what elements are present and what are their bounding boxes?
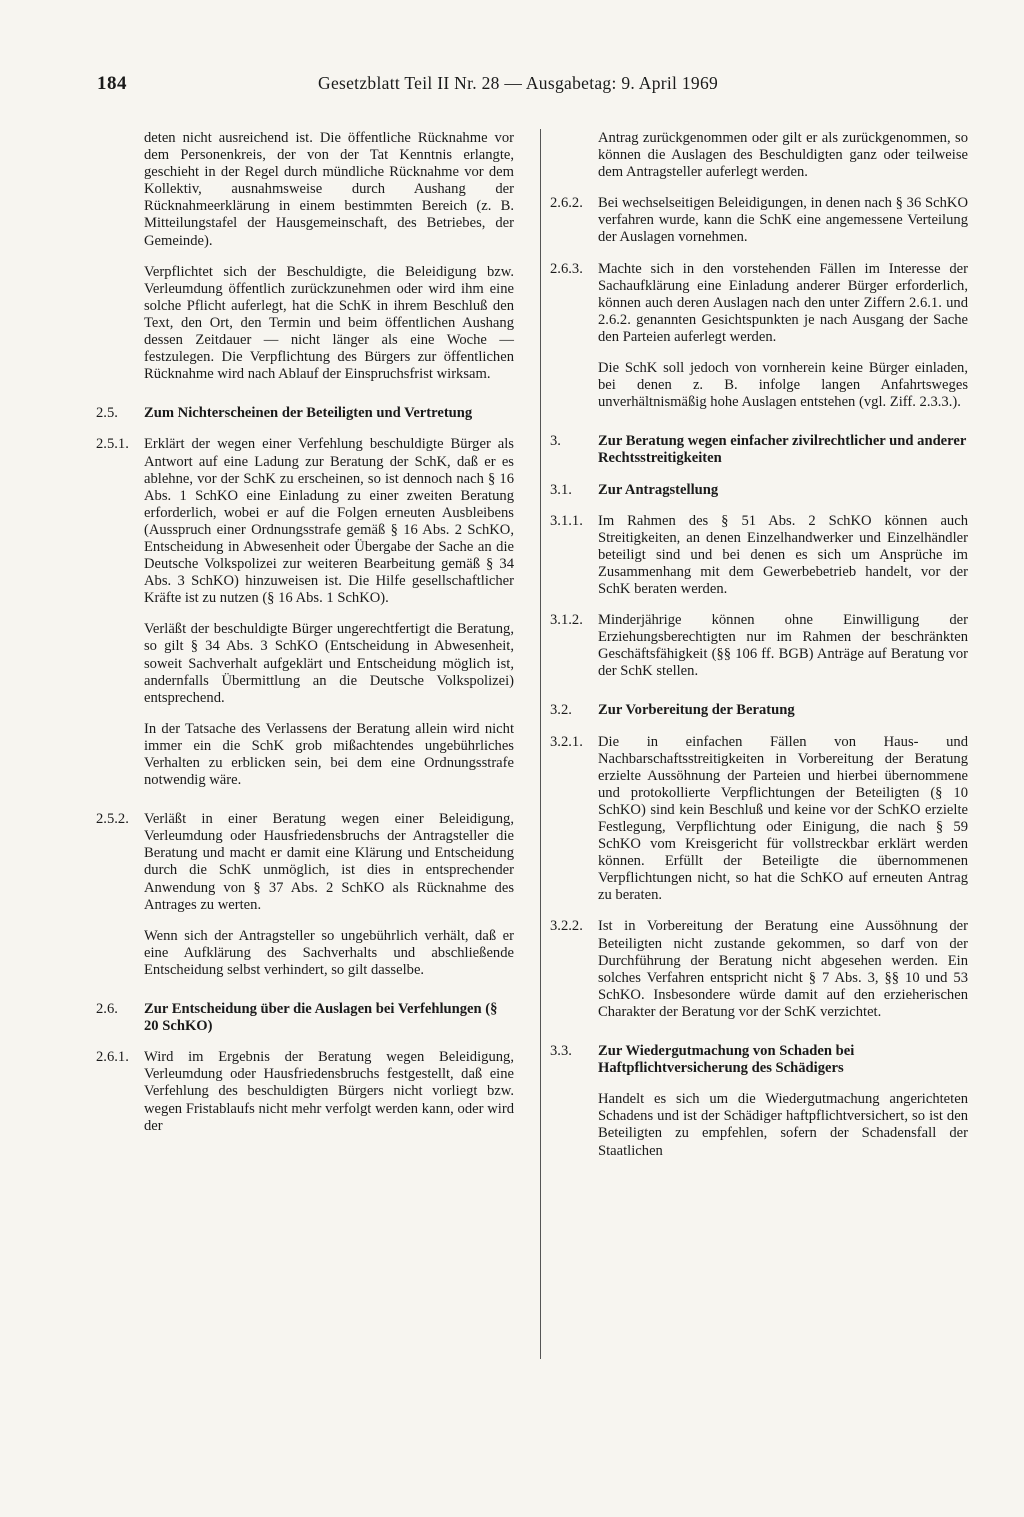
section-heading-3: [550, 433, 968, 467]
section-3-3-body: [550, 1091, 968, 1159]
section-3-2-1: [550, 734, 968, 905]
section-number: 3.1.2.: [550, 612, 583, 629]
paragraph: Machte sich in den vorstehenden Fällen im Interesse der Sachaufklärung eine Einladung anderer Bürger erforderlich, können auch deren Auslagen nach den unter Ziffern 2.6.1. und 2.6.2. genannten Gesichtspunkten je nach Ausgang der Sache den Parteien auferlegt werden.: [598, 260, 968, 345]
paragraph: Handelt es sich um die Wiedergutmachung angerichteten Schadens und ist der Schädiger haftpflichtversichert, so ist den Beteiligten zu empfehlen, sofern der Schadensfall der Staatlichen: [598, 1091, 968, 1159]
section-heading-3-3: [550, 1043, 968, 1077]
section-title: Zur Wiedergutmachung von Schaden bei Haftpflichtversicherung des Schädigers: [598, 1043, 855, 1077]
paragraph: Verläßt in einer Beratung wegen einer Beleidigung, Verleumdung oder Hausfriedensbruchs der Antragsteller die Beratung und macht er damit eine Klärung und Entscheidung durch die SchK unmöglich, ist dies in entsprechender Anwendung von § 37 Abs. 2 SchKO als Rücknahme des Antrages zu werten.: [144, 811, 514, 913]
section-number: 3.3.: [550, 1043, 572, 1060]
section-title: Zur Antragstellung: [598, 481, 719, 498]
section-number: 3.2.: [550, 702, 572, 719]
page-number: 184: [97, 73, 127, 94]
section-number: 3.2.1.: [550, 733, 583, 750]
page-header: [0, 73, 1024, 99]
paragraph: deten nicht ausreichend ist. Die öffentliche Rücknahme vor dem Personenkreis, der von der Tat Kenntnis erlangte, geschieht in der Regel durch mündliche Rücknahme vor dem Kollektiv, ausnahmsweise durch Aushang der Rücknahmeerklärung in einem bestimmten Bereich (z. B. Mitteilungstafel der Hausgemeinschaft, des Betriebes, der Gemeinde).: [144, 130, 514, 249]
section-3-1-2: [550, 612, 968, 680]
section-number: 2.6.3.: [550, 260, 583, 277]
section-number: 3.: [550, 433, 561, 450]
section-2-6-3: [550, 261, 968, 412]
section-2-6-1: [96, 1049, 514, 1134]
section-number: 2.6.: [96, 1001, 118, 1018]
section-heading-2-6: [96, 1001, 514, 1035]
section-heading-3-1: [550, 482, 968, 499]
paragraph: Minderjährige können ohne Einwilligung der Erziehungsberechtigten nur im Rahmen der beschränkten Geschäftsfähigkeit (§§ 106 ff. BGB) Anträge auf Beratung vor der SchK stellen.: [598, 612, 968, 680]
section-number: 3.1.1.: [550, 512, 583, 529]
paragraph: Bei wechselseitigen Beleidigungen, in denen nach § 36 SchKO verfahren wurde, kann die SchK eine angemessene Verteilung der Auslagen vornehmen.: [598, 195, 968, 246]
section-3-1-1: [550, 513, 968, 598]
running-head: Gesetzblatt Teil II Nr. 28 — Ausgabetag: 9. April 1969: [318, 73, 719, 93]
section-title: Zum Nichterscheinen der Beteiligten und Vertretung: [144, 405, 473, 422]
paragraph: Wenn sich der Antragsteller so ungebührlich verhält, daß er eine Aufklärung des Sachverhalts und abschließende Entscheidung selbst verhindert, so gilt dasselbe.: [144, 927, 514, 978]
section-number: 2.5.2.: [96, 811, 129, 828]
section-3-2-2: [550, 918, 968, 1021]
right-column: [550, 130, 968, 1174]
section-2-6-2: [550, 195, 968, 246]
column-divider: [540, 129, 541, 1359]
section-number: 3.2.2.: [550, 918, 583, 935]
section-number: 3.1.: [550, 481, 572, 498]
paragraph: Antrag zurückgenommen oder gilt er als zurückgenommen, so können die Auslagen des Beschuldigten ganz oder teilweise dem Antragsteller auferlegt werden.: [598, 130, 968, 181]
continued-section: [96, 130, 514, 383]
section-heading-2-5: [96, 405, 514, 422]
paragraph: In der Tatsache des Verlassens der Beratung allein wird nicht immer ein die SchK grob mißachtendes ungebührliches Verhalten zu erblicken sein, bei dem eine Ordnungsstrafe notwendig wäre.: [144, 720, 514, 789]
paragraph: Verpflichtet sich der Beschuldigte, die Beleidigung bzw. Verleumdung öffentlich zurückzunehmen oder wird ihm eine solche Pflicht auferlegt, hat die SchK in ihrem Beschluß den Text, den Ort, den Termin und beim öffentlichen Aushang dessen Zeitdauer — nicht länger als eine Woche — festzulegen. Die Verpflichtung des Bürgers zur öffentlichen Rücknahme wird nach Ablauf der Einspruchsfrist wirksam.: [144, 263, 514, 383]
section-2-5-2: [96, 811, 514, 979]
paragraph: Verläßt der beschuldigte Bürger ungerechtfertigt die Beratung, so gilt § 34 Abs. 3 SchKO (Entscheidung in Abwesenheit, soweit Sachverhalt aufgeklärt und Entscheidung möglich ist, andernfalls Übermittlung an die Deutsche Volkspolizei) entsprechend.: [144, 621, 514, 706]
paragraph: Die SchK soll jedoch von vornherein keine Bürger einladen, bei denen z. B. infolge langen Anfahrtsweges unverhältnismäßig hohe Auslagen entstehen (vgl. Ziff. 2.3.3.).: [598, 360, 968, 411]
section-number: 2.6.2.: [550, 195, 583, 212]
section-heading-3-2: [550, 702, 968, 719]
section-title: Zur Entscheidung über die Auslagen bei Verfehlungen (§ 20 SchKO): [144, 1001, 498, 1035]
section-number: 2.5.1.: [96, 436, 129, 453]
section-2-5-1: [96, 436, 514, 789]
left-column: [96, 130, 514, 1149]
continued-section: [550, 130, 968, 181]
section-title: Zur Beratung wegen einfacher zivilrechtlicher und anderer Rechtsstreitigkeiten: [598, 433, 967, 467]
section-number: 2.6.1.: [96, 1049, 129, 1066]
paragraph: Die in einfachen Fällen von Haus- und Nachbarschaftsstreitigkeiten in Vorbereitung der Beratung erzielte Aussöhnung der Parteien und hierbei übernommene und protokollierte Verpflichtungen der Beteiligten (§ 10 SchKO) sind kein Beschluß und keine vor der SchKO erzielte Festlegung, Verpflichtung oder Einigung, die nach § 59 SchKO vom Kreisgericht für vollstreckbar erklärt werden können. Erfüllt der Beteiligte die übernommenen Verpflichtungen nicht, so hat die SchKO auf erneuten Antrag zu beraten.: [598, 733, 968, 904]
section-number: 2.5.: [96, 405, 118, 422]
section-title: Zur Vorbereitung der Beratung: [598, 702, 795, 719]
paragraph: Erklärt der wegen einer Verfehlung beschuldigte Bürger als Antwort auf eine Ladung zur Beratung der SchK, daß er es ablehne, vor der SchK zu erscheinen, so ist dennoch nach § 16 Abs. 1 SchKO eine Einladung zu einer zweiten Beratung erforderlich, wobei er auf die Folgen erneuten Ausbleibens (Ausspruch einer Ordnungsstrafe gemäß § 16 Abs. 2 SchKO, Entscheidung in Abwesenheit oder Übergabe der Sache an die Deutsche Volkspolizei zur weiteren Bearbeitung gemäß § 34 Abs. 3 SchKO) hinzuweisen ist. Die Hilfe gesellschaftlicher Kräfte ist zu nutzen (§ 16 Abs. 1 SchKO).: [144, 436, 514, 607]
paragraph: Im Rahmen des § 51 Abs. 2 SchKO können auch Streitigkeiten, an denen Einzelhandwerker und Einzelhändler beteiligt sind und bei denen es sich um Ansprüche im Zusammenhang mit dem Gewerbebetrieb handelt, vor der SchK beraten werden.: [598, 512, 968, 597]
paragraph: Wird im Ergebnis der Beratung wegen Beleidigung, Verleumdung oder Hausfriedensbruchs festgestellt, daß eine Verfehlung des beschuldigten Bürgers nicht vorliegt bzw. wegen Fristablaufs nicht mehr verfolgt werden kann, oder wird der: [144, 1049, 514, 1134]
paragraph: Ist in Vorbereitung der Beratung eine Aussöhnung der Beteiligten nicht zustande gekommen, so darf von der Durchführung der Beratung nicht abgesehen werden. Ein solches Verfahren entspricht nicht § 7 Abs. 3, §§ 10 und 53 SchKO. Insbesondere würde damit auf den erzieherischen Charakter der Beratung vor der SchK verzichtet.: [598, 918, 968, 1020]
